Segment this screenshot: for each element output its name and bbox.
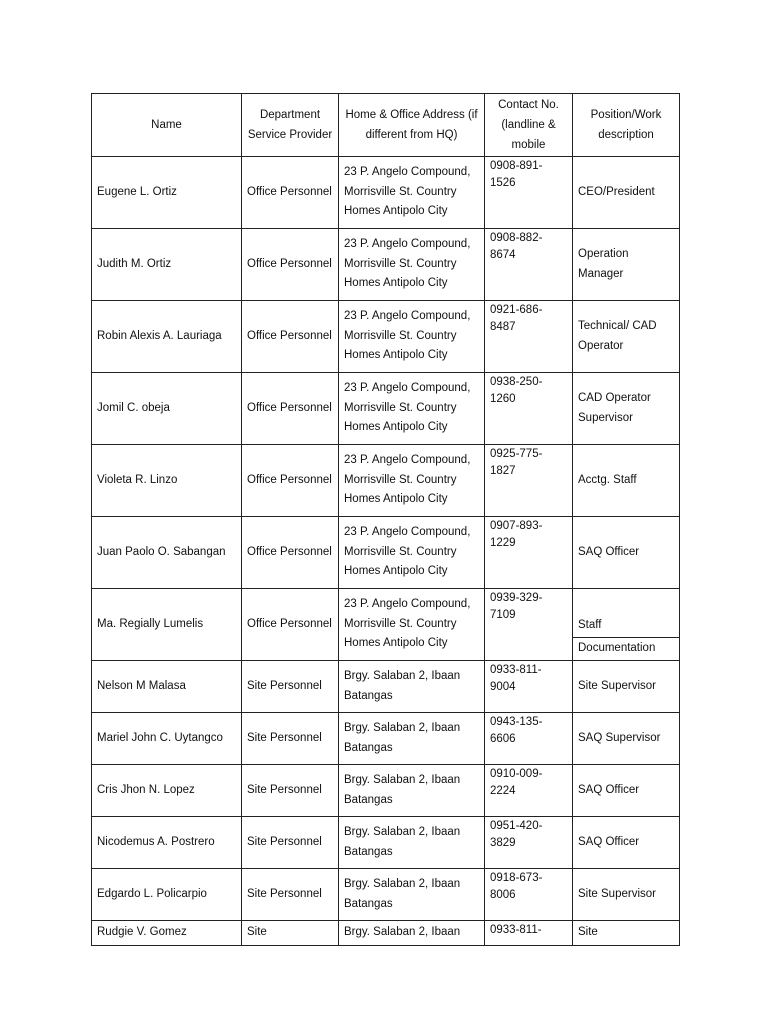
cell-name: Cris Jhon N. Lopez	[92, 765, 242, 817]
cell-contact: 0951-420-3829	[485, 817, 573, 869]
table-row	[92, 229, 680, 301]
cell-contact: 0938-250-1260	[485, 373, 573, 445]
table-row	[92, 301, 680, 373]
cell-position: Site	[573, 921, 680, 946]
header-department: Department Service Provider	[242, 94, 339, 157]
cell-position: Technical/ CAD Operator	[573, 301, 680, 373]
cell-address: 23 P. Angelo Compound, Morrisville St. Country Homes Antipolo City	[339, 589, 485, 661]
cell-position: CEO/President	[573, 157, 680, 229]
table-row	[92, 921, 680, 946]
cell-position: Acctg. Staff	[573, 445, 680, 517]
cell-name: Jomil C. obeja	[92, 373, 242, 445]
table-row	[92, 817, 680, 869]
cell-address: Brgy. Salaban 2, Ibaan Batangas	[339, 869, 485, 921]
cell-position: SAQ Supervisor	[573, 713, 680, 765]
cell-name: Edgardo L. Policarpio	[92, 869, 242, 921]
cell-contact: 0921-686-8487	[485, 301, 573, 373]
cell-address: 23 P. Angelo Compound, Morrisville St. Country Homes Antipolo City	[339, 445, 485, 517]
table-row	[92, 517, 680, 589]
cell-address: 23 P. Angelo Compound, Morrisville St. Country Homes Antipolo City	[339, 229, 485, 301]
cell-name: Mariel John C. Uytangco	[92, 713, 242, 765]
cell-address: Brgy. Salaban 2, Ibaan	[339, 921, 485, 946]
cell-address: 23 P. Angelo Compound, Morrisville St. Country Homes Antipolo City	[339, 373, 485, 445]
personnel-table	[91, 93, 680, 946]
cell-department: Site Personnel	[242, 765, 339, 817]
cell-department: Office Personnel	[242, 517, 339, 589]
table-row	[92, 157, 680, 229]
table-row	[92, 661, 680, 713]
cell-contact: 0939-329-7109	[485, 589, 573, 661]
cell-contact: 0933-811-9004	[485, 661, 573, 713]
table-row	[92, 373, 680, 445]
cell-address: 23 P. Angelo Compound, Morrisville St. Country Homes Antipolo City	[339, 157, 485, 229]
cell-department: Office Personnel	[242, 373, 339, 445]
cell-department: Site Personnel	[242, 817, 339, 869]
cell-position: SAQ Officer	[573, 765, 680, 817]
cell-department: Site Personnel	[242, 661, 339, 713]
cell-name: Juan Paolo O. Sabangan	[92, 517, 242, 589]
cell-contact: 0907-893-1229	[485, 517, 573, 589]
cell-contact: 0943-135-6606	[485, 713, 573, 765]
table-body	[92, 157, 680, 946]
cell-contact: 0908-882-8674	[485, 229, 573, 301]
header-name: Name	[92, 94, 242, 157]
cell-address: 23 P. Angelo Compound, Morrisville St. Country Homes Antipolo City	[339, 517, 485, 589]
cell-department: Site	[242, 921, 339, 946]
cell-contact: 0918-673-8006	[485, 869, 573, 921]
cell-name: Nelson M Malasa	[92, 661, 242, 713]
cell-name: Rudgie V. Gomez	[92, 921, 242, 946]
cell-department: Office Personnel	[242, 157, 339, 229]
cell-address: Brgy. Salaban 2, Ibaan Batangas	[339, 765, 485, 817]
cell-position: Operation Manager	[573, 229, 680, 301]
cell-address: Brgy. Salaban 2, Ibaan Batangas	[339, 817, 485, 869]
cell-contact: 0908-891-1526	[485, 157, 573, 229]
cell-position-part: Staff	[578, 619, 602, 631]
table-row	[92, 589, 680, 661]
header-position: Position/Work description	[573, 94, 680, 157]
table-row	[92, 713, 680, 765]
cell-department: Site Personnel	[242, 713, 339, 765]
table-row	[92, 869, 680, 921]
cell-name: Ma. Regially Lumelis	[92, 589, 242, 661]
cell-department: Office Personnel	[242, 589, 339, 661]
cell-name: Violeta R. Linzo	[92, 445, 242, 517]
cell-contact: 0933-811-	[485, 921, 573, 946]
cell-name: Nicodemus A. Postrero	[92, 817, 242, 869]
cell-address: Brgy. Salaban 2, Ibaan Batangas	[339, 713, 485, 765]
cell-department: Office Personnel	[242, 229, 339, 301]
cell-position-part: Documentation	[573, 637, 679, 661]
table-header-row	[92, 94, 680, 157]
cell-department: Office Personnel	[242, 445, 339, 517]
cell-position: SAQ Officer	[573, 817, 680, 869]
cell-contact: 0925-775-1827	[485, 445, 573, 517]
cell-position: Site Supervisor	[573, 869, 680, 921]
cell-contact: 0910-009-2224	[485, 765, 573, 817]
cell-name: Robin Alexis A. Lauriaga	[92, 301, 242, 373]
table-row	[92, 445, 680, 517]
cell-position: SAQ Officer	[573, 517, 680, 589]
header-address: Home & Office Address (if different from HQ)	[339, 94, 485, 157]
cell-address: 23 P. Angelo Compound, Morrisville St. Country Homes Antipolo City	[339, 301, 485, 373]
cell-name: Judith M. Ortiz	[92, 229, 242, 301]
table-row	[92, 765, 680, 817]
cell-position: Site Supervisor	[573, 661, 680, 713]
cell-position: CAD Operator Supervisor	[573, 373, 680, 445]
cell-department: Site Personnel	[242, 869, 339, 921]
cell-department: Office Personnel	[242, 301, 339, 373]
header-contact: Contact No. (landline & mobile	[485, 94, 573, 157]
cell-name: Eugene L. Ortiz	[92, 157, 242, 229]
cell-position	[573, 589, 680, 661]
cell-address: Brgy. Salaban 2, Ibaan Batangas	[339, 661, 485, 713]
